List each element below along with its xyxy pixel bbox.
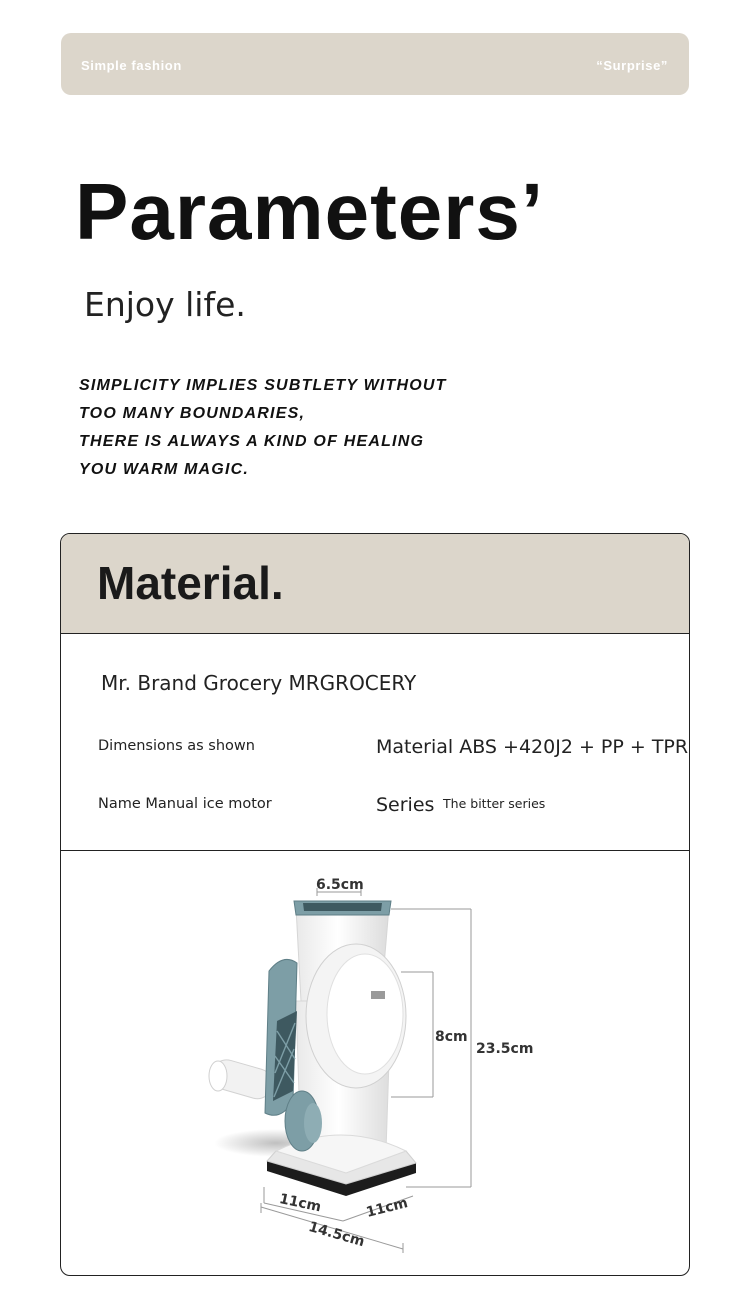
material-value: ABS +420J2 + PP + TPR xyxy=(459,736,689,758)
banner-left-text: Simple fashion xyxy=(81,58,182,73)
brand-line: Mr. Brand Grocery MRGROCERY xyxy=(101,671,417,695)
dim-base-right: 11cm xyxy=(364,1195,410,1221)
product-image-section xyxy=(61,851,689,1276)
banner-right-text: “Surprise” xyxy=(596,58,668,73)
name-value: Manual ice motor xyxy=(145,796,272,812)
dim-drum-height: 8cm xyxy=(435,1029,468,1045)
dimensions-spec: Dimensions as shown xyxy=(98,738,255,754)
dim-base-length: 14.5cm xyxy=(306,1218,367,1251)
page-subtitle: Enjoy life. xyxy=(84,285,246,324)
slogan-line: THERE IS ALWAYS A KIND OF HEALING xyxy=(79,433,425,450)
material-label: Material xyxy=(376,736,454,758)
slogan-line: SIMPLICITY IMPLIES SUBTLETY WITHOUT xyxy=(79,377,447,394)
material-card xyxy=(60,533,690,1276)
material-title: Material. xyxy=(97,557,284,609)
series-value: The bitter series xyxy=(443,796,546,811)
dim-base-left: 11cm xyxy=(277,1191,323,1216)
material-spec xyxy=(376,736,688,758)
material-header xyxy=(61,534,689,634)
dim-total-height: 23.5cm xyxy=(476,1041,534,1057)
product-illustration xyxy=(61,851,690,1276)
series-label: Series xyxy=(376,794,435,816)
page-title: Parameters’ xyxy=(75,167,545,256)
slogan-line: YOU WARM MAGIC. xyxy=(79,461,249,478)
name-label: Name xyxy=(98,796,141,812)
dim-top-width: 6.5cm xyxy=(316,877,364,893)
spec-section xyxy=(61,634,689,851)
slogan-block xyxy=(79,372,447,484)
top-banner xyxy=(61,33,689,95)
slogan-line: TOO MANY BOUNDARIES, xyxy=(79,405,306,422)
name-spec xyxy=(98,796,272,812)
series-spec xyxy=(376,794,545,816)
